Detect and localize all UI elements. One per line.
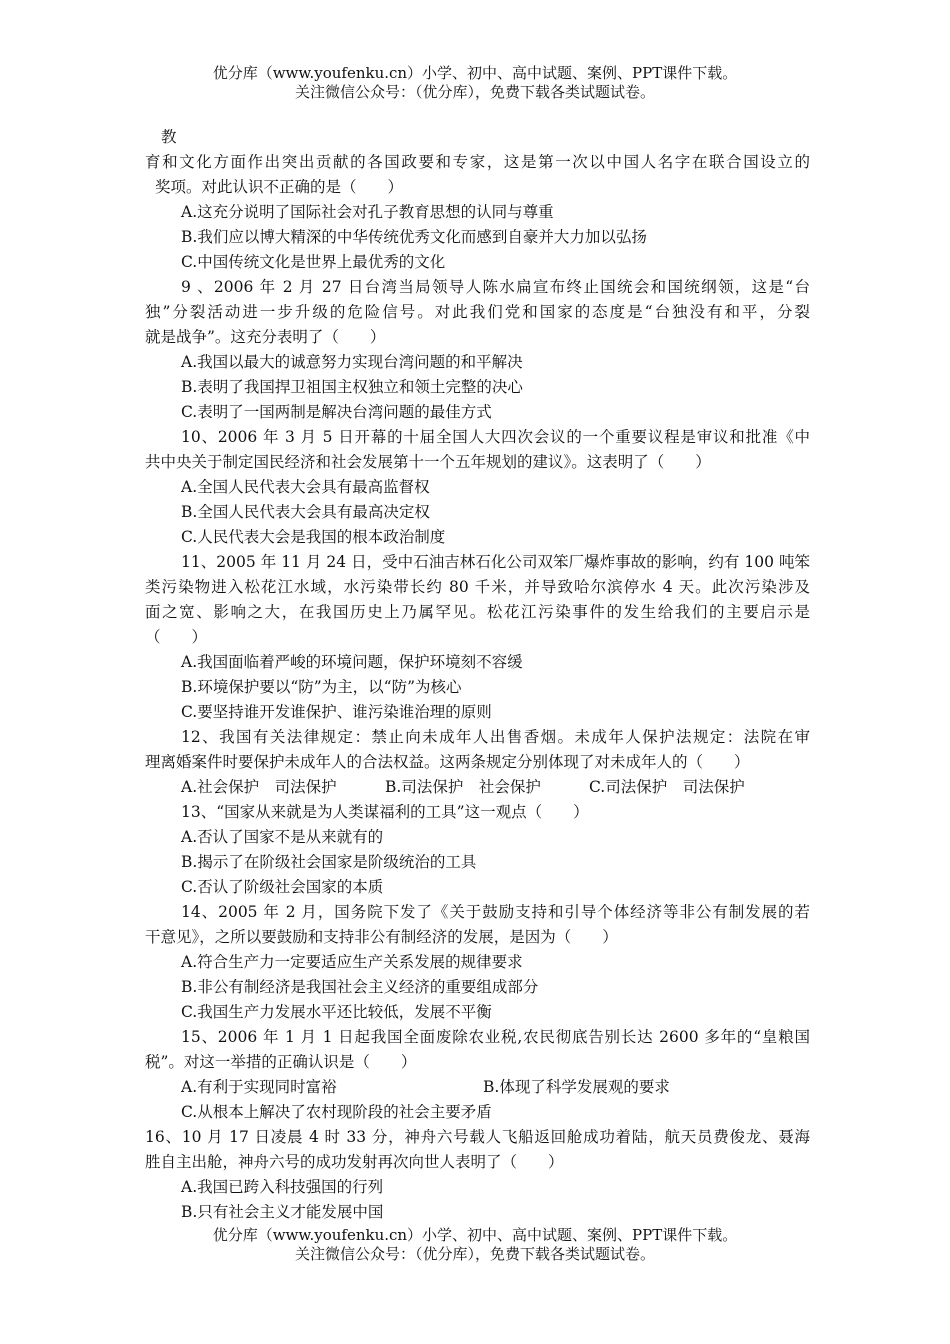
q15-line-1: 15、2006 年 1 月 1 日起我国全面废除农业税,农民彻底告别长达 2600 多年的“皇粮国 [181, 1028, 810, 1046]
q8-option-a: A.这充分说明了国际社会对孔子教育思想的认同与尊重 [181, 203, 554, 221]
q11-line-2: 类污染物进入松花江水域，水污染带长约 80 千米，并导致哈尔滨停水 4 天。此次污染涉及 [145, 578, 810, 596]
q8-line-0: 教 [161, 128, 177, 146]
q12-line-1: 12、我国有关法律规定：禁止向未成年人出售香烟。未成年人保护法规定：法院在审 [181, 728, 810, 746]
q8-option-b: B.我们应以博大精深的中华传统优秀文化而感到自豪并大力加以弘扬 [181, 228, 647, 246]
q14-option-c: C.我国生产力发展水平还比较低，发展不平衡 [181, 1003, 492, 1021]
q9-option-c: C.表明了一国两制是解决台湾问题的最佳方式 [181, 403, 492, 421]
q14-option-b: B.非公有制经济是我国社会主义经济的重要组成部分 [181, 978, 539, 996]
q15-options-row [145, 1075, 810, 1100]
q14-option-a: A.符合生产力一定要适应生产关系发展的规律要求 [181, 953, 523, 971]
q12-option-c: C.司法保护 司法保护 [589, 778, 745, 796]
q10-option-a: A.全国人民代表大会具有最高监督权 [181, 478, 430, 496]
q13-line-1: 13、“国家从来就是为人类谋福利的工具”这一观点（ ） [181, 803, 589, 821]
header-line-1: 优分库（www.youfenku.cn）小学、初中、高中试题、案例、PPT课件下载。 [212, 64, 738, 82]
q16-option-b: B.只有社会主义才能发展中国 [181, 1203, 384, 1221]
footer-line-2: 关注微信公众号：（优分库），免费下载各类试题试卷。 [294, 1245, 655, 1263]
q13-option-b: B.揭示了在阶级社会国家是阶级统治的工具 [181, 853, 477, 871]
q15-line-2: 税”。对这一举措的正确认识是（ ） [145, 1053, 417, 1071]
header-line-2: 关注微信公众号：（优分库），免费下载各类试题试卷。 [294, 83, 655, 101]
q10-line-1: 10、2006 年 3 月 5 日开幕的十届全国人大四次会议的一个重要议程是审议和批准《中 [181, 428, 810, 446]
q13-option-a: A.否认了国家不是从来就有的 [181, 828, 384, 846]
q9-line-2: 独”分裂活动进一步升级的危险信号。对此我们党和国家的态度是“台独没有和平，分裂 [145, 303, 810, 321]
q10-line-2: 共中央关于制定国民经济和社会发展第十一个五年规划的建议》。这表明了（ ） [145, 453, 711, 471]
q11-option-b: B.环境保护要以“防”为主，以“防”为核心 [181, 678, 462, 696]
q11-option-a: A.我国面临着严峻的环境问题，保护环境刻不容缓 [181, 653, 523, 671]
q14-line-1: 14、2005 年 2 月，国务院下发了《关于鼓励支持和引导个体经济等非公有制发展的若 [181, 903, 810, 921]
question-body [145, 125, 810, 1225]
q16-line-1: 16、10 月 17 日凌晨 4 时 33 分，神舟六号载人飞船返回舱成功着陆，航天员费俊龙、聂海 [145, 1128, 810, 1146]
q12-line-2: 理离婚案件时要保护未成年人的合法权益。这两条规定分别体现了对未成年人的（ ） [145, 753, 750, 771]
q11-option-c: C.要坚持谁开发谁保护、谁污染谁治理的原则 [181, 703, 492, 721]
q14-line-2: 干意见》，之所以要鼓励和支持非公有制经济的发展，是因为（ ） [145, 928, 618, 946]
q8-option-c: C.中国传统文化是世界上最优秀的文化 [181, 253, 446, 271]
q15-option-b: B.体现了科学发展观的要求 [483, 1078, 670, 1096]
q9-option-a: A.我国以最大的诚意努力实现台湾问题的和平解决 [181, 353, 523, 371]
q10-option-c: C.人民代表大会是我国的根本政治制度 [181, 528, 446, 546]
q12-option-a: A.社会保护 司法保护 [181, 778, 337, 796]
q12-options-row [145, 775, 810, 800]
q9-line-1: 9 、2006 年 2 月 27 日台湾当局领导人陈水扁宣布终止国统会和国统纲领，这是“台 [181, 278, 810, 296]
q12-option-b: B.司法保护 社会保护 [385, 778, 541, 796]
q9-option-b: B.表明了我国捍卫祖国主权独立和领土完整的决心 [181, 378, 523, 396]
q13-option-c: C.否认了阶级社会国家的本质 [181, 878, 384, 896]
q8-line-2: 奖项。对此认识不正确的是（ ） [155, 178, 404, 196]
q11-line-4: （ ） [145, 628, 208, 646]
q10-option-b: B.全国人民代表大会具有最高决定权 [181, 503, 430, 521]
q16-option-a: A.我国已跨入科技强国的行列 [181, 1178, 384, 1196]
q9-line-3: 就是战争”。这充分表明了（ ） [145, 328, 386, 346]
q15-option-a: A.有利于实现同时富裕 [181, 1078, 337, 1096]
q16-line-2: 胜自主出舱，神舟六号的成功发射再次向世人表明了（ ） [145, 1153, 564, 1171]
footer-line-1: 优分库（www.youfenku.cn）小学、初中、高中试题、案例、PPT课件下载。 [212, 1226, 738, 1244]
page-header [0, 64, 950, 102]
q11-line-1: 11、2005 年 11 月 24 日，受中石油吉林石化公司双笨厂爆炸事故的影响，约有 100 吨笨 [181, 553, 810, 571]
q11-line-3: 面之宽、影响之大，在我国历史上乃属罕见。松花江污染事件的发生给我们的主要启示是 [145, 603, 810, 621]
page-footer [0, 1226, 950, 1264]
q15-option-c: C.从根本上解决了农村现阶段的社会主要矛盾 [181, 1103, 492, 1121]
q8-line-1: 育和文化方面作出突出贡献的各国政要和专家，这是第一次以中国人名字在联合国设立的 [145, 153, 810, 171]
